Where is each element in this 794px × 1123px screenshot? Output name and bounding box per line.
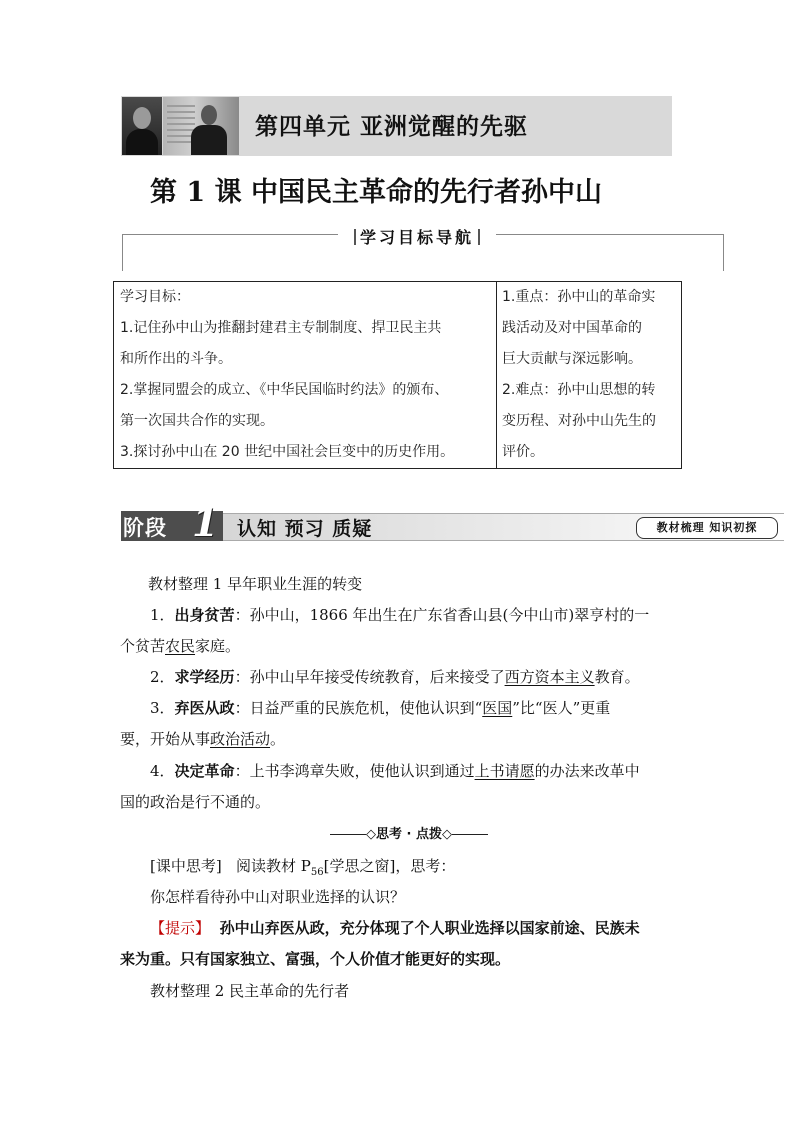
goal-line: 第一次国共合作的实现。 [120,413,274,429]
list-item-continued: 个贫苦农民家庭。 [120,637,241,655]
lesson-title: 第 1 课 中国民主革命的先行者孙中山 [150,177,602,208]
focus-line: 践活动及对中国革命的 [502,320,642,336]
list-item: 1．出身贫苦：孙中山，1866 年出生在广东省香山县(今中山市)翠亨村的一 [150,606,650,624]
hint-continued: 来为重。只有国家独立、富强，个人价值才能更好的实现。 [120,950,511,968]
list-item-continued: 要，开始从事政治活动。 [120,730,286,748]
goal-line: 3.探讨孙中山在 20 世纪中国社会巨变中的历史作用。 [120,444,455,460]
portrait-photo-left [122,97,162,155]
goal-line: 1.记住孙中山为推翻封建君主专制制度、捍卫民主共 [120,320,442,336]
section-heading: 教材整理 2 民主革命的先行者 [150,982,350,1000]
stage-title: 认知 预习 质疑 [237,518,373,540]
goals-header [338,225,496,249]
goal-line: 2.掌握同盟会的成立、《中华民国临时约法》的颁布、 [120,382,449,398]
goals-objectives-cell [120,282,492,468]
goals-table-divider [496,281,497,469]
question-intro: [课中思考] 阅读教材 $P_{56}$[学思之窗]，思考： [150,857,456,878]
question-text: 你怎样看待孙中山对职业选择的认识？ [150,888,406,906]
unit-title: 第四单元 亚洲觉醒的先驱 [255,113,529,140]
stage-label: 阶段 [123,516,167,540]
section-heading: 教材整理 1 早年职业生涯的转变 [148,575,363,593]
stage-tag: 教材梳理 知识初探 [636,517,778,539]
think-divider: ◇思考 · 点拨◇ [330,823,488,842]
focus-line: 巨大贡献与深远影响。 [502,351,642,367]
stage-number: 1 [192,500,219,545]
list-item: 3．弃医从政：日益严重的民族危机，使他认识到“医国”比“医人”更重 [150,699,611,717]
goal-line: 学习目标： [120,289,190,305]
focus-line: 1.重点：孙中山的革命实 [502,289,656,305]
goals-header-label: 学习目标导航 [360,228,475,247]
focus-line: 评价。 [502,444,544,460]
hint: 【提示】 孙中山弃医从政，充分体现了个人职业选择以国家前途、民族未 [150,919,640,937]
goal-line: 和所作出的斗争。 [120,351,232,367]
portrait-photo-right [163,97,239,155]
list-item-continued: 国的政治是行不通的。 [120,793,271,811]
hint-tag: 【提示】 [150,919,211,937]
goals-focus-cell [502,282,678,468]
focus-line: 变历程、对孙中山先生的 [502,413,656,429]
think-label: 思考 · 点拨 [376,827,442,842]
list-item: 2．求学经历：孙中山早年接受传统教育，后来接受了西方资本主义教育。 [150,668,640,686]
focus-line: 2.难点：孙中山思想的转 [502,382,656,398]
list-item: 4．决定革命：上书李鸿章失败，使他认识到通过上书请愿的办法来改革中 [150,762,640,780]
